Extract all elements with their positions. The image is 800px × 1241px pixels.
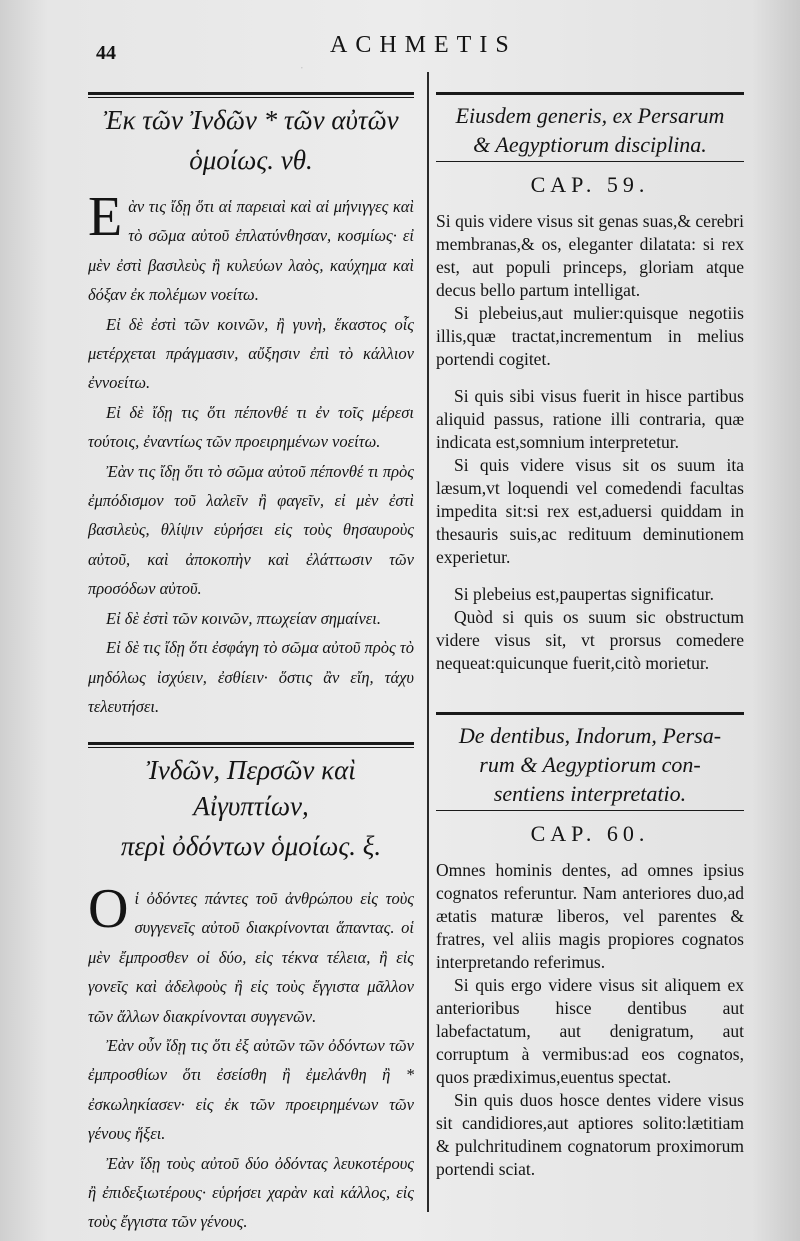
section-rule — [436, 161, 744, 162]
greek-paragraph: Εὰν τις ἴδῃ ὅτι αἱ παρειαὶ καὶ αἱ μήνιγγες καὶ τὸ σῶμα αὐτοῦ ἐπλατύνθησαν, κοσμίως· εἰ μὲν ἐστὶ βασιλεὺς ἢ κυλεύων λαὸς, καύχημα καὶ δόξαν ἐκ πολέμων νοείτω. — [88, 186, 414, 305]
greek-heading-60-line1: Ἰνδῶν, Περσῶν καὶ Αἰγυπτίων, — [146, 755, 356, 821]
greek-paragraph: Ἐὰν τις ἴδῃ ὅτι τὸ σῶμα αὐτοῦ πέπονθέ τι πρὸς ἐμπόδισμον τοῦ λαλεῖν ἢ φαγεῖν, εἰ μὲν ἐστὶ βασιλεὺς, θλίψιν εὑρήσει εἰς τοὺς θησαυροὺς αὐτοῦ, καὶ ἀποκοπὴν καὶ ἐλάττωσιν τῶν προσόδων αὐτοῦ. — [88, 461, 414, 599]
section-rule — [436, 810, 744, 811]
page-number: 44 — [96, 42, 116, 64]
latin-heading-60-line3: sentiens interpretatio. — [493, 781, 687, 806]
chapter-label-59: CAP. 59. — [530, 172, 650, 197]
drop-cap-epsilon: Ε — [88, 186, 123, 248]
latin-paragraph: Si quis videre visus sit os suum ita læsum,vt loquendi vel comedendi facultas impedita sit:si rex est,aduersi quiddam in thesauris suis,ac redituum deminutionem experietur. — [436, 455, 744, 567]
greek-heading-59-line1: Ἐκ τῶν Ἰνδῶν * τῶν αὐτῶν — [103, 105, 399, 135]
latin-paragraph: Si plebeius est,paupertas significatur. — [454, 584, 715, 604]
latin-paragraph: Si quis ergo videre visus sit aliquem ex anterioribus hisce dentibus aut labefactatum, aut denigratum, aut corruptum à vermibus:ad eos cognatos, quos prædiximus,euentus spectat. — [436, 975, 744, 1087]
section-rule — [88, 742, 414, 745]
section-rule — [88, 747, 414, 748]
greek-paragraph: Εἰ δὲ ἴδῃ τις ὅτι πέπονθέ τι ἐν τοῖς μέρεσι τούτοις, ἐναντίως τῶν προειρημένων νοείτω. — [88, 402, 414, 452]
greek-paragraph: Ἐὰν οὖν ἴδῃ τις ὅτι ἐξ αὐτῶν τῶν ὀδόντων τῶν ἐμπροσθίων ὅτι ἐσείσθη ἢ ἐμελάνθη ἢ * ἐσκωληκίασεν· εἰς ἐκ τῶν προειρημένων τῶν γένους ἥξει. — [88, 1036, 414, 1144]
column-divider — [427, 72, 429, 1212]
latin-paragraph: Si plebeius,aut mulier:quisque negotiis illis,quæ tractat,incrementum in melius portendi cogitet. — [436, 303, 744, 369]
right-column-latin — [436, 92, 744, 675]
left-column-greek — [88, 92, 414, 721]
greek-paragraph: Εἰ δὲ ἐστὶ τῶν κοινῶν, πτωχείαν σημαίνει. — [106, 608, 381, 628]
show-through-text: · — [300, 60, 304, 75]
latin-heading-60-line2: rum & Aegyptiorum con- — [479, 752, 701, 777]
latin-heading-60-line1: De dentibus, Indorum, Persa- — [458, 723, 722, 748]
drop-cap-omicron: Ο — [88, 878, 129, 940]
latin-paragraph: Quòd si quis os suum sic obstructum videre visus sit, vt prorsus comedere nequeat:quicunque fuerit,citò morietur. — [436, 607, 744, 673]
greek-paragraph: Εἰ δὲ τις ἴδῃ ὅτι ἐσφάγη τὸ σῶμα αὐτοῦ πρὸς τὸ μηδόλως ἰσχύειν, ἐσθίειν· ὅστις ἂν εἴη, τάχυ τελευτήσει. — [88, 638, 414, 716]
latin-paragraph: Si quis videre visus sit genas suas,& cerebri membranas,& os, eleganter dilatata: si rex est, aut populi princeps, gloriam atque decus bello partum intelligat. — [436, 211, 744, 300]
section-rule — [436, 712, 744, 715]
greek-paragraph: Οἱ ὀδόντες πάντες τοῦ ἀνθρώπου εἰς τοὺς συγγενεῖς αὐτοῦ διακρίνονται ἅπαντας. οἱ μὲν ἔμπροσθεν οἱ δύο, εἰς τέκνα τέλεια, ἢ εἰς γονεῖς καὶ ἀδελφοὺς ἢ εἰς τοὺς ἔγγιστα μᾶλλον τῶν ἄλλων διακρίνονται συγγενῶν. — [88, 878, 414, 1026]
left-column-greek-section-60 — [88, 742, 414, 1237]
section-rule — [88, 97, 414, 98]
latin-paragraph: Si quis sibi visus fuerit in hisce partibus aliquid passus, ratione illi contraria, quæ indicata est,somnium interpretetur. — [436, 386, 744, 452]
latin-paragraph: Omnes hominis dentes, ad omnes ipsius cognatos referuntur. Nam anteriores duo,ad ætatis maturæ liberos, vel parentes & fratres, vel aliis magis propiores cognatos interpretando referimus. — [436, 860, 744, 972]
latin-heading-59-line2: & Aegyptiorum disciplina. — [473, 132, 707, 157]
chapter-label-60: CAP. 60. — [530, 821, 650, 846]
running-head: ACHMETIS — [330, 32, 517, 58]
greek-heading-60-line2: περὶ ὀδόντων ὁμοίως. ξ. — [120, 831, 382, 861]
greek-heading-59-line2: ὁμοίως. νθ. — [189, 145, 313, 175]
latin-heading-59-line1: Eiusdem generis, ex Persarum — [455, 103, 725, 128]
section-rule — [88, 92, 414, 95]
section-rule — [436, 92, 744, 95]
greek-paragraph: Εἰ δὲ ἐστὶ τῶν κοινῶν, ἢ γυνὴ, ἕκαστος οἷς μετέρχεται πράγμασιν, αὔξησιν ἐπὶ τὸ κάλλιον ἐννοείτω. — [88, 314, 414, 393]
right-column-latin-section-60 — [436, 712, 744, 1181]
latin-paragraph: Sin quis duos hosce dentes videre visus sit candidiores,aut aptiores solito:lætitiam & pulchritudinem cognatorum proximorum portendi sciat. — [436, 1090, 744, 1179]
greek-paragraph: Ἐὰν ἴδῃ τοὺς αὐτοῦ δύο ὀδόντας λευκοτέρους ἢ ἐπιδεξιωτέρους· εὑρήσει χαρὰν καὶ κάλλος, εἰς τοὺς ἔγγιστα τῶν γένους. — [88, 1153, 414, 1232]
